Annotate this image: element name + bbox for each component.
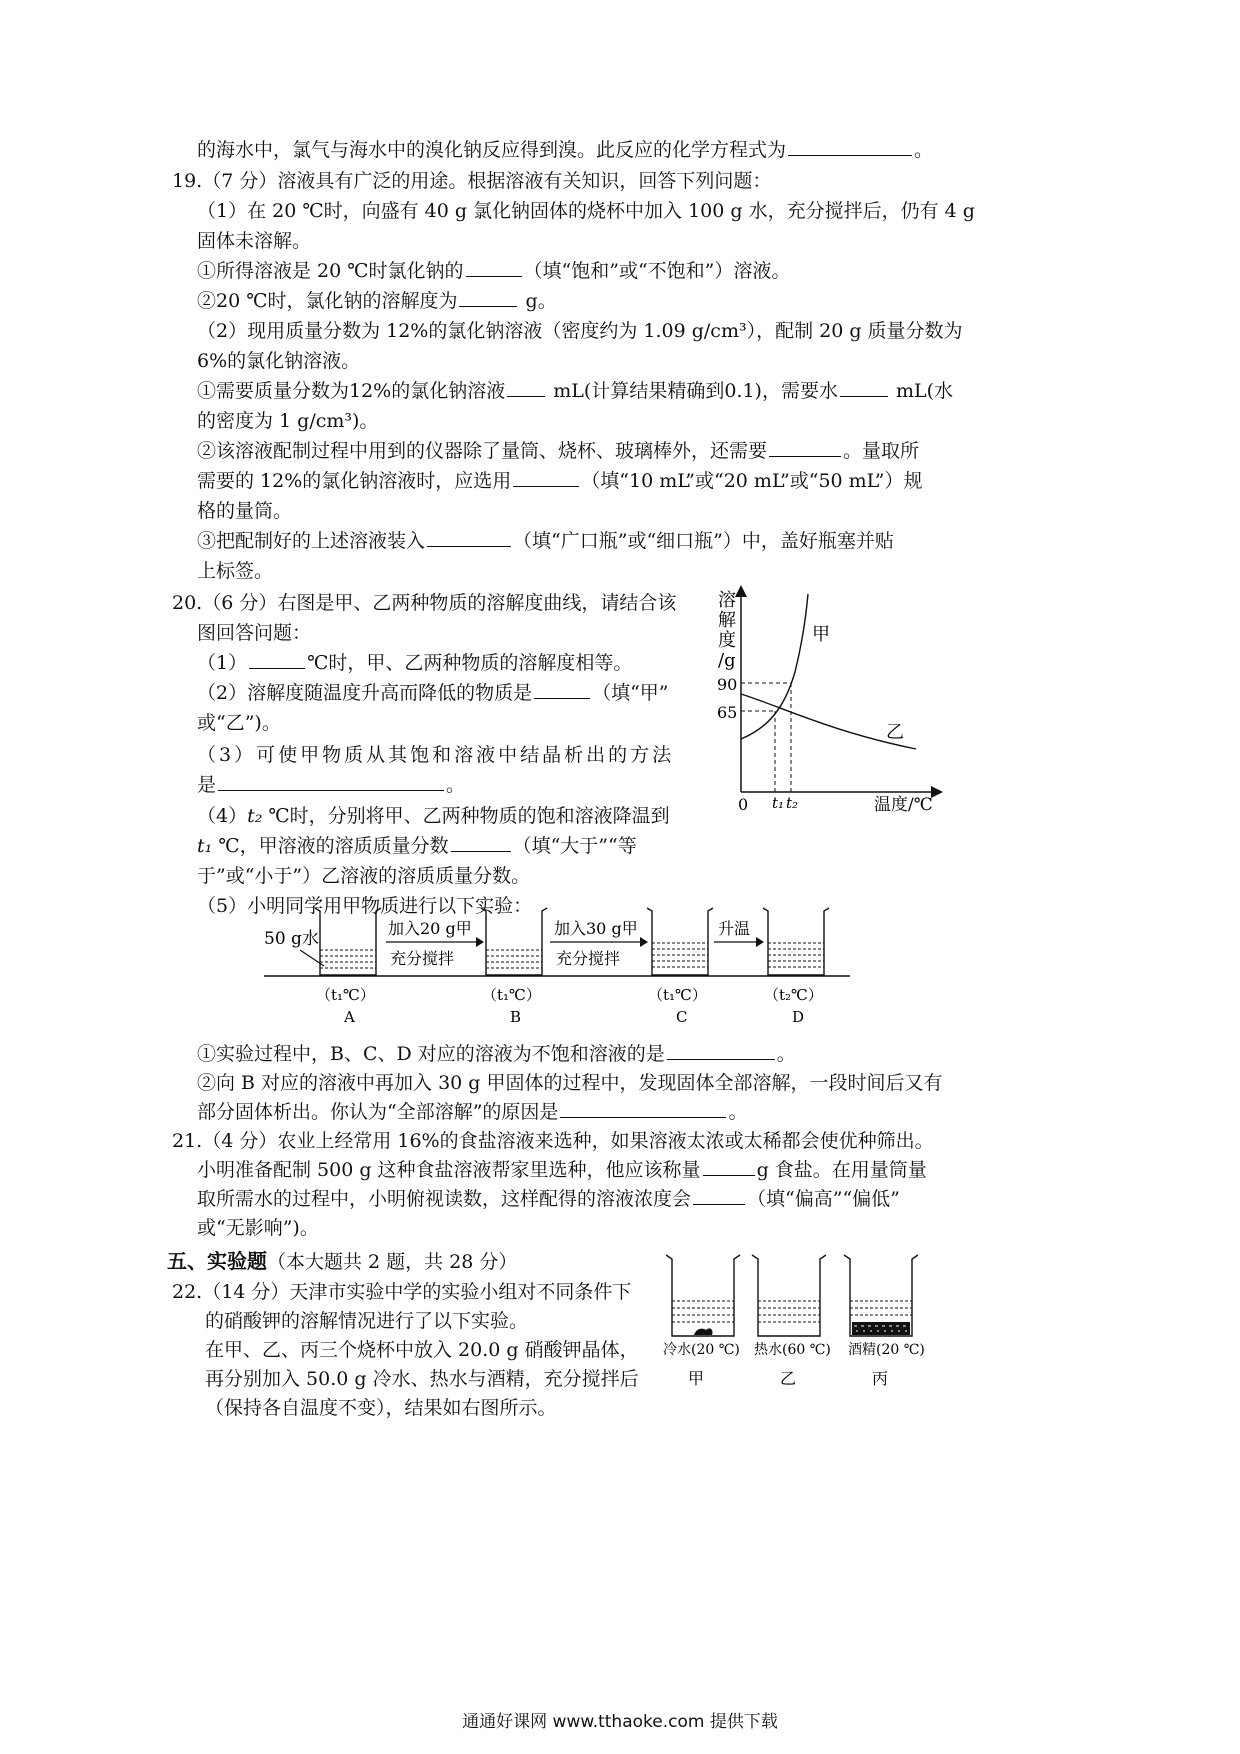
arrow-2 xyxy=(550,919,648,968)
beaker-c xyxy=(647,908,713,975)
beaker-label-cold: 冷水(20 ℃) xyxy=(663,1342,740,1358)
answer-blank[interactable] xyxy=(451,833,511,852)
beaker-name-jia: 甲 xyxy=(688,1369,705,1388)
q20-i4-text3: ℃，甲溶液的溶质质量分数 xyxy=(218,835,449,857)
arrow-1-bot: 充分搅拌 xyxy=(390,949,455,968)
temp-d: （t₂℃） xyxy=(764,986,823,1004)
q19-s4-text2: 。量取所 xyxy=(843,440,920,462)
answer-blank[interactable] xyxy=(840,378,888,397)
temp-a: （t₁℃） xyxy=(316,986,375,1004)
arrow-2-top: 加入30 g甲 xyxy=(554,919,638,938)
beaker-name-yi: 乙 xyxy=(780,1369,797,1388)
q20-e1-text: ①实验过程中，B、C、D 对应的溶液为不饱和溶液的是 xyxy=(197,1043,665,1065)
q19-s5-text: ③把配制好的上述溶液装入 xyxy=(197,530,426,552)
arrow-1 xyxy=(386,919,484,968)
curve-jia xyxy=(741,594,808,739)
q19-s1-text: ①所得溶液是 20 ℃时氯化钠的 xyxy=(197,260,464,282)
y-label-2: 解 xyxy=(718,610,736,631)
tick-t1: t₁ xyxy=(772,794,785,812)
origin-label: 0 xyxy=(738,795,749,814)
q19-s5-text2: （填“广口瓶”或“细口瓶”）中，盖好瓶塞并贴 xyxy=(513,530,894,552)
arrow-2-bot: 充分搅拌 xyxy=(556,949,621,968)
q20-i2-text: （2）溶解度随温度升高而降低的物质是 xyxy=(197,682,533,704)
y-label-3: 度 xyxy=(718,630,736,651)
q22-l2: 的硝酸钾的溶解情况进行了以下实验。 xyxy=(205,1310,529,1332)
q19-s3 xyxy=(197,378,953,404)
q18-text: 的海水中，氯气与海水中的溴化钠反应得到溴。此反应的化学方程式为 xyxy=(197,139,787,161)
q20-e1-text2: 。 xyxy=(776,1043,796,1065)
q18-end: 。 xyxy=(914,139,934,161)
letter-b: B xyxy=(510,1008,522,1026)
q20-i4-t2: t₂ xyxy=(247,805,263,827)
answer-blank[interactable] xyxy=(466,258,522,277)
q20-i3 xyxy=(197,772,465,798)
answer-blank[interactable] xyxy=(667,1041,775,1060)
beaker-d xyxy=(763,908,829,975)
answer-blank[interactable] xyxy=(788,137,912,156)
arrow-1-top: 加入20 g甲 xyxy=(388,919,472,938)
q19-s4-l2-text2: （填“10 mL”或“20 mL”或“50 mL”）规 xyxy=(581,470,923,492)
q22-l4: 再分别加入 50.0 g 冷水、热水与酒精，充分搅拌后 xyxy=(205,1368,639,1390)
beaker-label-hot: 热水(60 ℃) xyxy=(754,1342,831,1358)
beaker-alcohol xyxy=(844,1255,918,1336)
q18-tail-line xyxy=(197,137,933,163)
answer-blank[interactable] xyxy=(513,468,579,487)
q19-s2-text: ②20 ℃时，氯化钠的溶解度为 xyxy=(197,290,458,312)
answer-blank[interactable] xyxy=(249,650,305,669)
q20-i2 xyxy=(197,680,669,706)
q19-s4-l2-text: 需要的 12%的氯化钠溶液时，应选用 xyxy=(197,470,512,492)
answer-blank[interactable] xyxy=(459,288,517,307)
q20-i1-text: （1） xyxy=(197,652,248,674)
q19-s1-text2: （填“饱和”或“不饱和”）溶液。 xyxy=(523,260,791,282)
q19-s3-text: ①需要质量分数为12%的氯化钠溶液 xyxy=(197,380,506,402)
q21-l2-text2: g 食盐。在用量筒量 xyxy=(756,1159,927,1181)
beaker-a xyxy=(315,908,381,975)
q20-i1 xyxy=(197,650,632,676)
tick-65: 65 xyxy=(717,703,738,722)
label-jia: 甲 xyxy=(812,624,830,645)
beaker-hot xyxy=(752,1255,826,1336)
q21-l3-text: 取所需水的过程中，小明俯视读数，这样配得的溶液浓度会 xyxy=(197,1188,692,1210)
temp-c: （t₁℃） xyxy=(648,986,707,1004)
q20-e2-text: 部分固体析出。你认为“全部溶解”的原因是 xyxy=(197,1101,559,1123)
q20-i4 xyxy=(197,803,670,829)
q20-i3-text: 是 xyxy=(197,774,217,796)
q20-e1 xyxy=(197,1041,796,1067)
answer-blank[interactable] xyxy=(534,680,590,699)
q20-i4-text4: （填“大于”“等 xyxy=(512,835,637,857)
q19-s4 xyxy=(197,438,919,464)
q20-header-l1: 20.（6 分）右图是甲、乙两种物质的溶解度曲线，请结合该 xyxy=(172,592,677,614)
label-yi: 乙 xyxy=(886,722,904,743)
solubility-graph xyxy=(712,582,962,814)
arrow-3-top: 升温 xyxy=(718,919,751,938)
q20-i1-text2: ℃时，甲、乙两种物质的溶解度相等。 xyxy=(307,652,633,674)
tick-t2: t₂ xyxy=(786,794,799,812)
q20-i4-text: （4） xyxy=(197,805,248,827)
experiment-diagram xyxy=(258,898,858,1032)
temp-b: （t₁℃） xyxy=(482,986,541,1004)
arrow-3 xyxy=(714,919,764,947)
q20-header-l2: 图回答问题： xyxy=(197,622,312,644)
q20-e2-text2: 。 xyxy=(728,1101,748,1123)
beaker-cold xyxy=(666,1255,740,1336)
q20-i3-text2: 。 xyxy=(446,774,466,796)
q19-s1 xyxy=(197,258,790,284)
q20-i2-l2: 或“乙”)。 xyxy=(197,712,281,734)
y-label-1: 溶 xyxy=(718,590,736,611)
letter-d: D xyxy=(792,1008,805,1026)
q19-s4-text: ②该溶液配制过程中用到的仪器除了量筒、烧杯、玻璃棒外，还需要 xyxy=(197,440,768,462)
answer-blank[interactable] xyxy=(769,438,841,457)
q20-i4-t1: t₁ xyxy=(197,835,213,857)
q20-i4-text2: ℃时，分别将甲、乙两种物质的饱和溶液降温到 xyxy=(268,805,670,827)
x-axis-label: 温度/℃ xyxy=(874,795,933,814)
page-footer: 通通好课网 www.tthaoke.com 提供下载 xyxy=(462,1712,778,1732)
q20-e2 xyxy=(197,1099,747,1125)
q19-s5 xyxy=(197,528,894,554)
beaker-name-bing: 丙 xyxy=(872,1369,889,1388)
q19-p1-l2: 固体未溶解。 xyxy=(197,230,312,252)
q19-s3-l2: 的密度为 1 g/cm³)。 xyxy=(197,410,379,432)
beaker-label-alcohol: 酒精(20 ℃) xyxy=(848,1342,925,1358)
q19-s3-text2: mL(计算结果精确到0.1)，需要水 xyxy=(553,380,838,402)
q20-i5: （5）小明同学用甲物质进行以下实验： xyxy=(197,895,533,917)
q21-l1: 21.（4 分）农业上经常用 16%的食盐溶液来选种，如果溶液太浓或太稀都会使优种筛出。 xyxy=(172,1130,934,1152)
q22-l1: 22.（14 分）天津市实验中学的实验小组对不同条件下 xyxy=(172,1281,632,1303)
q19-s5-l2: 上标签。 xyxy=(197,560,274,582)
q19-s4-l2 xyxy=(197,468,922,494)
q21-l4: 或“无影响”)。 xyxy=(197,1217,319,1239)
q22-l3: 在甲、乙、丙三个烧杯中放入 20.0 g 硝酸钾晶体， xyxy=(205,1339,639,1361)
answer-blank[interactable] xyxy=(560,1099,726,1118)
q22-l5: （保持各自温度不变），结果如右图所示。 xyxy=(205,1397,557,1419)
letter-a: A xyxy=(344,1008,355,1026)
beaker-b xyxy=(481,908,547,975)
y-label-4: /g xyxy=(718,650,736,671)
q19-s2-text2: g。 xyxy=(525,290,557,312)
q19-p2-l1: （2）现用质量分数为 12%的氯化钠溶液（密度约为 1.09 g/cm³），配制 20 g 质量分数为 xyxy=(197,320,963,342)
q20-i2-text2: （填“甲” xyxy=(592,682,669,704)
answer-blank[interactable] xyxy=(507,378,545,397)
q21-l2-text: 小明准备配制 500 g 这种食盐溶液帮家里选种，他应该称量 xyxy=(197,1159,701,1181)
q20-i4-l3: 于”或“小于”）乙溶液的溶质质量分数。 xyxy=(197,865,531,887)
q19-p1-l1: （1）在 20 ℃时，向盛有 40 g 氯化钠固体的烧杯中加入 100 g 水，充分搅拌后，仍有 4 g xyxy=(197,200,975,222)
letter-c: C xyxy=(676,1008,688,1026)
section-5-title: 五、实验题 xyxy=(167,1249,267,1273)
q21-l2 xyxy=(197,1157,927,1183)
q19-s2 xyxy=(197,288,557,314)
q20-e2-l1: ②向 B 对应的溶液中再加入 30 g 甲固体的过程中，发现固体全部溶解，一段时间后又有 xyxy=(197,1072,943,1094)
answer-blank[interactable] xyxy=(693,1186,745,1205)
q20-i3-l1: （3）可使甲物质从其饱和溶液中结晶析出的方法 xyxy=(197,744,675,766)
answer-blank[interactable] xyxy=(427,528,511,547)
kno3-beakers-figure xyxy=(658,1250,948,1400)
answer-blank[interactable] xyxy=(703,1157,755,1176)
q19-header: 19.（7 分）溶液具有广泛的用途。根据溶液有关知识，回答下列问题： xyxy=(172,170,772,192)
q19-s4-l3: 格的量筒。 xyxy=(197,500,293,522)
q21-l3-text2: （填“偏高”“偏低” xyxy=(747,1188,900,1210)
q20-i4-l2 xyxy=(197,833,637,859)
section-5-subtitle: （本大题共 2 题，共 28 分） xyxy=(267,1251,518,1273)
start-label: 50 g水 xyxy=(264,929,319,949)
q19-s3-text3: mL(水 xyxy=(896,380,954,402)
q21-l3 xyxy=(197,1186,900,1212)
section-5-heading xyxy=(167,1248,517,1275)
answer-blank[interactable] xyxy=(218,772,444,791)
q19-p2-l2: 6%的氯化钠溶液。 xyxy=(197,350,361,372)
tick-90: 90 xyxy=(717,675,738,694)
